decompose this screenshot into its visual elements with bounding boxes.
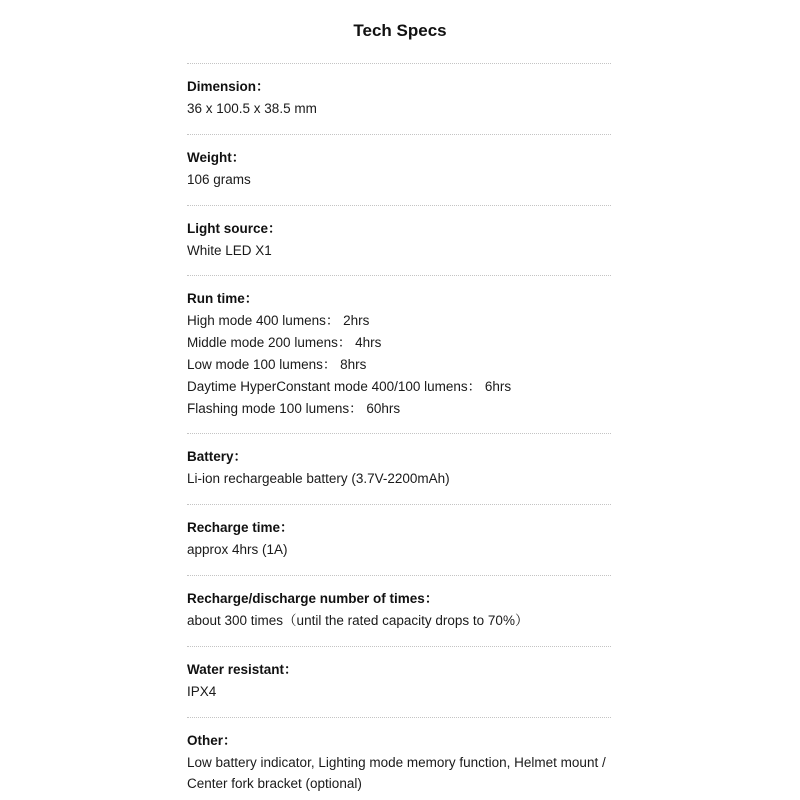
spec-value-line: Flashing mode 100 lumens： 60hrs: [187, 400, 401, 416]
spec-other: [187, 717, 611, 800]
spec-value-text: Low battery indicator, Lighting mode memory function, Helmet mount / Center fork bracket (optional): [187, 754, 606, 792]
spec-value: [187, 539, 611, 561]
spec-value: [187, 752, 611, 796]
spec-list: [187, 63, 611, 800]
spec-label: Run time：: [187, 291, 259, 307]
spec-value-line: approx 4hrs (1A): [187, 542, 288, 558]
spec-battery: [187, 433, 611, 504]
spec-value-line: Middle mode 200 lumens： 4hrs: [187, 335, 382, 351]
spec-label: Other：: [187, 732, 237, 748]
spec-value-line: 36 x 100.5 x 38.5 mm: [187, 101, 317, 116]
spec-light-source: [187, 205, 611, 276]
spec-value: [187, 610, 611, 632]
spec-value: [187, 310, 611, 419]
spec-recharge-time: [187, 504, 611, 575]
spec-label: Dimension：: [187, 79, 270, 94]
spec-value: [187, 681, 611, 703]
spec-value: [187, 169, 611, 191]
spec-water-resistant: [187, 646, 611, 717]
spec-value-line: 106 grams: [187, 171, 251, 187]
spec-value: [187, 240, 611, 262]
spec-dimension: [187, 63, 611, 134]
spec-value-line: IPX4: [187, 683, 217, 699]
spec-value-line: Low mode 100 lumens： 8hrs: [187, 356, 367, 372]
spec-value-line: about 300 times（until the rated capacity drops to 70%）: [187, 612, 529, 628]
spec-label: Recharge time：: [187, 520, 294, 536]
spec-label: Battery：: [187, 449, 248, 465]
spec-label: Light source：: [187, 220, 282, 236]
spec-run-time: [187, 275, 611, 433]
spec-value-line: High mode 400 lumens： 2hrs: [187, 313, 370, 329]
spec-label: Weight：: [187, 149, 246, 165]
spec-value-line: Li-ion rechargeable battery (3.7V-2200mAh): [187, 471, 450, 487]
page-title: Tech Specs: [353, 21, 447, 40]
spec-value-line: White LED X1: [187, 242, 272, 258]
spec-label: Water resistant：: [187, 661, 298, 677]
spec-value: [187, 468, 611, 490]
spec-weight: [187, 134, 611, 205]
spec-value-line: Daytime HyperConstant mode 400/100 lumens： 6hrs: [187, 378, 512, 394]
spec-value: [187, 98, 611, 120]
spec-recharge-cycles: [187, 575, 611, 646]
spec-label: Recharge/discharge number of times：: [187, 590, 439, 606]
